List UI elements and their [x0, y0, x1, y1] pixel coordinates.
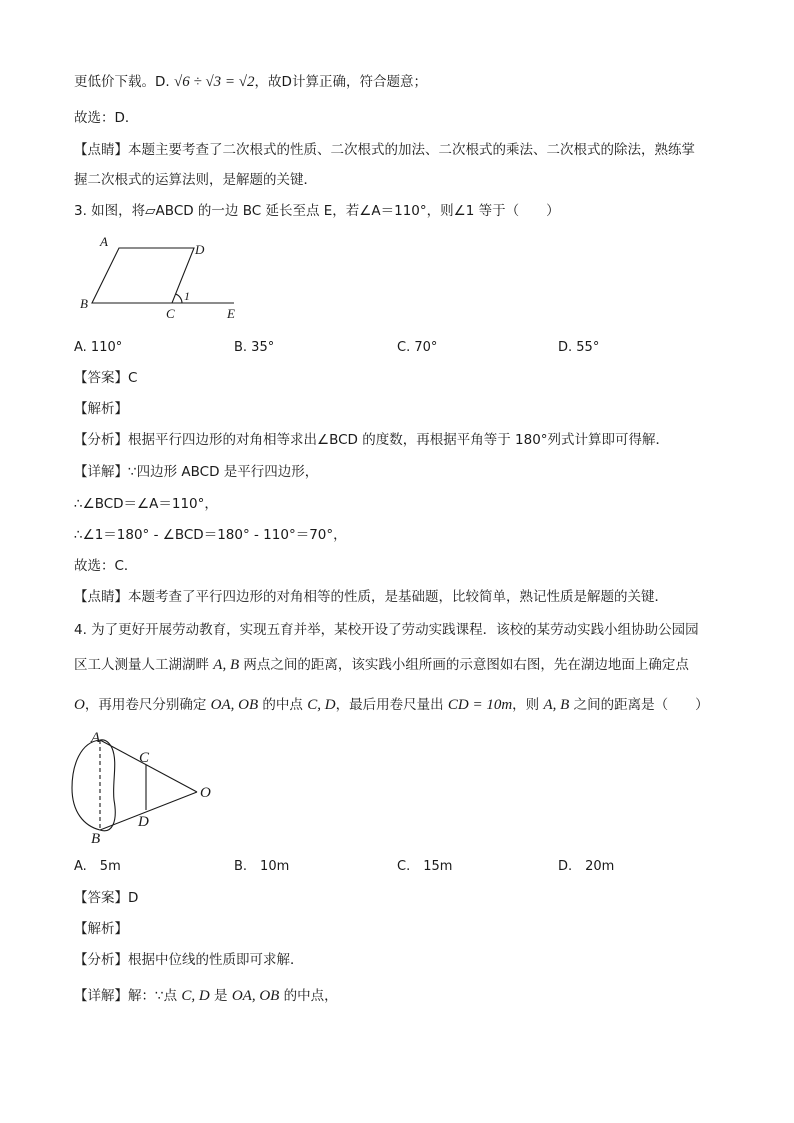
q3-fenxi: 【分析】根据平行四边形的对角相等求出∠BCD 的度数，再根据平角等于 180°列式计算即可得解．: [74, 432, 670, 448]
label-d: D: [195, 242, 205, 257]
intro-choose: 故选：D．: [74, 110, 139, 126]
q3-option-b: B. 35°: [234, 340, 275, 355]
q3-stem: 3. 如图，将▱ABCD 的一边 BC 延长至点 E，若∠A＝110°，则∠1 等于（ ）: [74, 203, 560, 219]
label-angle-1: 1: [184, 289, 190, 303]
q3-detail-1: 【详解】∵四边形 ABCD 是平行四边形，: [74, 464, 319, 480]
intro-line-1: 更低价下载。D. √6 ÷ √3 = √2，故D计算正确，符合题意；: [74, 74, 427, 90]
q4-stem-line-3: O，再用卷尺分别确定 OA, OB 的中点 C, D，最后用卷尺量出 CD = 10m，则 A, B 之间的距离是（ ）: [74, 697, 709, 713]
intro-note-line-1: 【点睛】本题主要考查了二次根式的性质、二次根式的加法、二次根式的乘法、二次根式的除法，熟练掌: [74, 142, 695, 158]
q3-answer: 【答案】C: [74, 370, 138, 386]
parallelogram-abcd: [92, 248, 194, 303]
q4-stem-line-2: 区工人测量人工湖湖畔 A, B 两点之间的距离，该实践小组所画的示意图如右图，先在湖边地面上确定点: [74, 657, 689, 673]
q4-lake-figure: [62, 726, 222, 848]
q3-detail-3: ∴∠1＝180° - ∠BCD＝180° - 110°＝70°，: [74, 527, 347, 543]
q3-choose: 故选：C．: [74, 558, 138, 574]
q4-option-d: D. 20m: [558, 859, 615, 874]
q4-option-a: A. 5m: [74, 859, 121, 874]
q4-detail: 【详解】解：∵点 C, D 是 OA, OB 的中点，: [74, 988, 338, 1004]
q3-option-d: D. 55°: [558, 340, 600, 355]
q4-analysis-tag: 【解析】: [74, 921, 128, 937]
label-a: A: [91, 730, 101, 746]
label-c: C: [139, 750, 150, 766]
q4-answer: 【答案】D: [74, 890, 139, 906]
q3-option-c: C. 70°: [397, 340, 438, 355]
q3-option-a: A. 110°: [74, 340, 123, 355]
q3-detail-2: ∴∠BCD＝∠A＝110°，: [74, 496, 218, 512]
q3-note: 【点睛】本题考查了平行四边形的对角相等的性质，是基础题，比较简单，熟记性质是解题的关键．: [74, 589, 668, 605]
label-a: A: [100, 234, 108, 249]
label-b: B: [80, 296, 88, 311]
lake-outline: [72, 740, 115, 831]
q3-analysis-tag: 【解析】: [74, 401, 128, 417]
label-o: O: [200, 785, 211, 801]
q4-stem-line-1: 4. 为了更好开展劳动教育，实现五育并举，某校开设了劳动实践课程．该校的某劳动实践小组协助公园园: [74, 622, 699, 638]
math-expression: √6 ÷ √3 = √2: [173, 74, 255, 90]
q3-parallelogram-figure: [74, 232, 274, 324]
label-d: D: [138, 814, 149, 830]
q4-fenxi: 【分析】根据中位线的性质即可求解．: [74, 952, 304, 968]
intro-note-line-2: 握二次根式的运算法则，是解题的关键．: [74, 172, 317, 188]
q4-option-b: B. 10m: [234, 859, 290, 874]
q4-option-c: C. 15m: [397, 859, 453, 874]
angle-1-arc: [176, 294, 182, 303]
label-c: C: [166, 306, 175, 321]
label-b: B: [91, 831, 101, 847]
label-e: E: [227, 306, 235, 321]
